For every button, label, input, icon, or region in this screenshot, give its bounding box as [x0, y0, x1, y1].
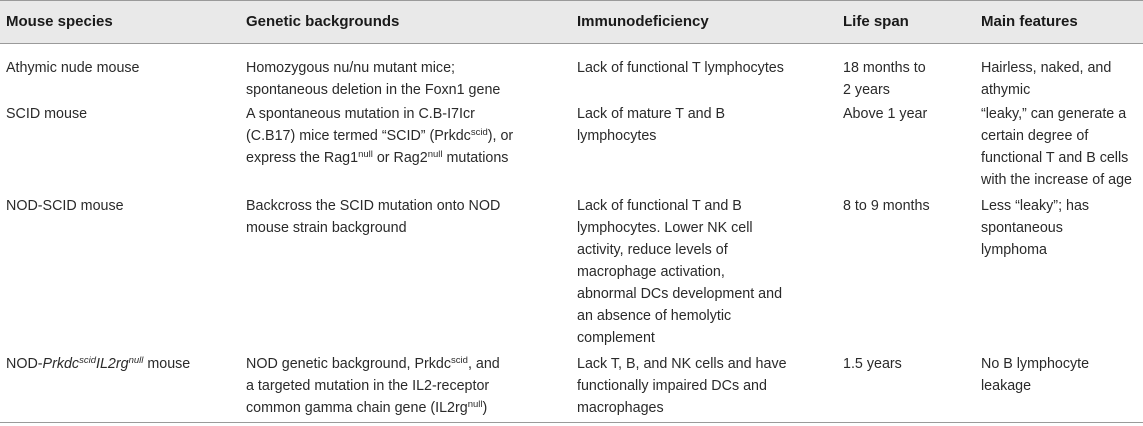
superscript: scid [451, 355, 468, 366]
cell-line: Backcross the SCID mutation onto NOD [246, 198, 501, 214]
table-header-row [0, 0, 1143, 44]
table-bottom-rule [0, 422, 1143, 423]
cell-line: athymic [981, 82, 1031, 98]
text-fragment: ) [482, 400, 488, 416]
cell-line: functionally impaired DCs and [577, 378, 767, 394]
row-4-features [981, 353, 1089, 397]
row-3-genetic [246, 195, 500, 239]
row-3-lifespan [843, 195, 930, 217]
text-fragment: (C.B17) mice termed “SCID” (Prkdc [246, 128, 471, 144]
row-3-species [6, 195, 124, 217]
superscript: null [467, 399, 483, 410]
cell-line: complement [577, 330, 655, 346]
cell-line: spontaneous deletion in the Foxn1 gene [246, 82, 501, 98]
cell-line: NOD-SCID mouse [6, 198, 124, 214]
cell-line: lymphocytes [577, 128, 657, 144]
cell-line: leakage [981, 378, 1032, 394]
cell-line: mouse strain background [246, 220, 407, 236]
row-4-immuno [577, 353, 787, 419]
cell-line: macrophage activation, [577, 264, 725, 280]
italic-gene: Prkdc [42, 356, 80, 372]
cell-line: 2 years [843, 82, 890, 98]
cell-line: SCID mouse [6, 106, 88, 122]
cell-line: Hairless, naked, and [981, 60, 1112, 76]
superscript [129, 355, 144, 366]
cell-line: 18 months to [843, 60, 926, 76]
italic-gene: IL2rg [95, 356, 129, 372]
cell-line: a targeted mutation in the IL2-receptor [246, 378, 490, 394]
cell-line: “leaky,” can generate a [981, 106, 1127, 122]
superscript [79, 355, 96, 366]
cell-line: macrophages [577, 400, 664, 416]
row-4-lifespan [843, 353, 902, 375]
text-fragment: ), or [487, 128, 514, 144]
cell-line: Above 1 year [843, 106, 928, 122]
row-2-lifespan [843, 103, 927, 125]
header-genetic-backgrounds: Genetic backgrounds [246, 13, 400, 30]
text-fragment: express the Rag1 [246, 150, 359, 166]
text-fragment: NOD genetic background, Prkdc [246, 356, 452, 372]
cell-line: lymphocytes. Lower NK cell [577, 220, 753, 236]
row-2-genetic [246, 103, 513, 169]
row-1-lifespan [843, 57, 926, 101]
header-life-span: Life span [843, 13, 909, 30]
header-mouse-species: Mouse species [6, 13, 113, 30]
text-fragment: , and [467, 356, 500, 372]
text-fragment: mouse [143, 356, 191, 372]
superscript: null [358, 149, 373, 160]
cell-line: Less “leaky”; has [981, 198, 1090, 214]
cell-line: activity, reduce levels of [577, 242, 728, 258]
cell-line: Athymic nude mouse [6, 60, 140, 76]
cell-line: Lack of mature T and B [577, 106, 726, 122]
superscript: null [427, 149, 443, 160]
row-4-genetic [246, 353, 500, 419]
row-2-immuno [577, 103, 725, 147]
row-3-features [981, 195, 1089, 261]
text-fragment: NOD- [6, 356, 43, 372]
cell-line [6, 353, 190, 375]
cell-line: certain degree of [981, 128, 1089, 144]
cell-line: an absence of hemolytic [577, 308, 732, 324]
row-2-features [981, 103, 1132, 191]
cell-line: spontaneous [981, 220, 1063, 236]
cell-line: No B lymphocyte [981, 356, 1090, 372]
cell-line [246, 147, 513, 169]
text-fragment: mutations [442, 150, 509, 166]
row-1-genetic [246, 57, 500, 101]
row-4-species [6, 353, 190, 375]
header-immunodeficiency: Immunodeficiency [577, 13, 709, 30]
text-fragment: common gamma chain gene (IL2rg [246, 400, 468, 416]
cell-line: Lack of functional T and B [577, 198, 742, 214]
row-2-species [6, 103, 87, 125]
header-main-features: Main features [981, 13, 1078, 30]
cell-line [246, 397, 500, 419]
superscript: scid [470, 127, 488, 138]
cell-line: Lack T, B, and NK cells and have [577, 356, 787, 372]
row-3-immuno [577, 195, 782, 349]
cell-line: 8 to 9 months [843, 198, 930, 214]
cell-line: Homozygous nu/nu mutant mice; [246, 60, 455, 76]
text-fragment: or Rag2 [372, 150, 428, 166]
cell-line [246, 353, 500, 375]
row-1-immuno [577, 57, 784, 79]
cell-line: Lack of functional T lymphocytes [577, 60, 784, 76]
italic-sup: null [128, 355, 144, 366]
row-1-species [6, 57, 140, 79]
row-1-features [981, 57, 1111, 101]
cell-line: lymphoma [981, 242, 1047, 258]
cell-line: functional T and B cells [981, 150, 1129, 166]
cell-line: 1.5 years [843, 356, 902, 372]
cell-line: A spontaneous mutation in C.B-I7Icr [246, 106, 475, 122]
cell-line: abnormal DCs development and [577, 286, 783, 302]
italic-sup: scid [79, 355, 96, 366]
cell-line: with the increase of age [981, 172, 1133, 188]
cell-line [246, 125, 513, 147]
